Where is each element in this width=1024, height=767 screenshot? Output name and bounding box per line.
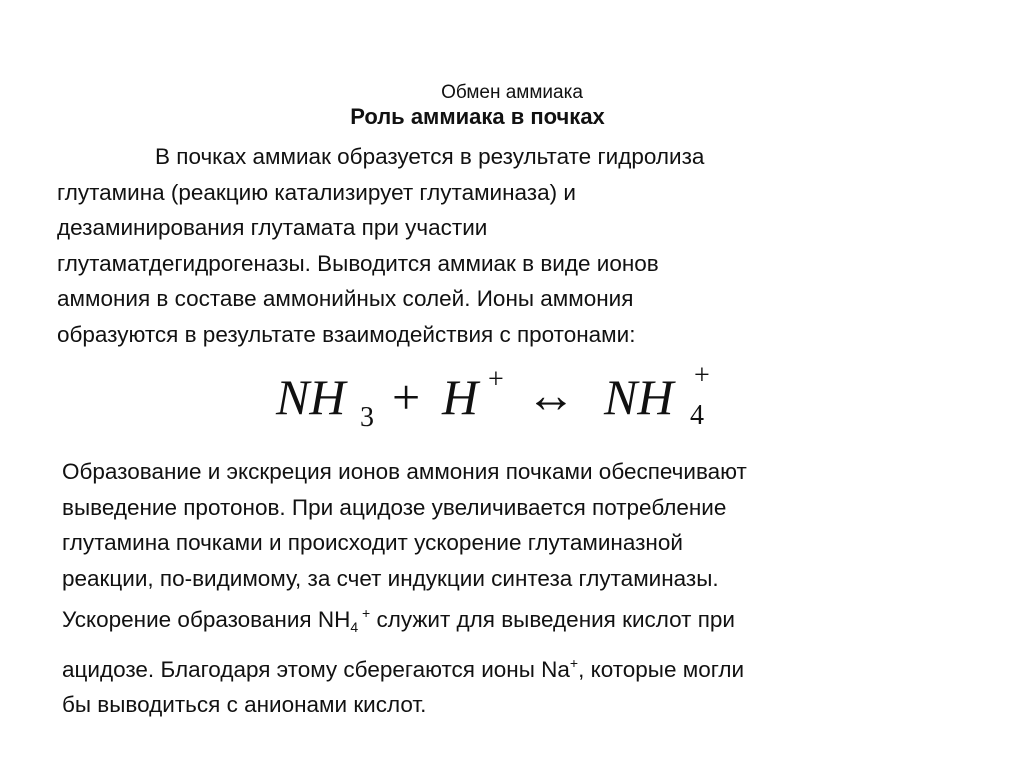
- slide-heading: Роль аммиака в почках: [350, 104, 605, 129]
- paragraph-ammonium-excretion: [62, 454, 982, 723]
- equation-product-superscript: +: [694, 360, 710, 391]
- equation-reactant-2-superscript: +: [488, 364, 504, 395]
- chemical-equation: [276, 362, 746, 442]
- inline-superscript: +: [569, 654, 579, 671]
- paragraph-line: глутамина (реакцию катализирует глутаминаза) и: [57, 179, 576, 205]
- line-text: Ускорение образования NH: [62, 607, 351, 632]
- equation-reactant-2: H: [442, 369, 479, 425]
- paragraph-line: аммония в составе аммонийных солей. Ионы аммония: [57, 286, 634, 311]
- equation-product: NH: [604, 369, 674, 425]
- paragraph-line: Образование и экскреция ионов аммония почками обеспечивают: [62, 459, 747, 484]
- equation-reactant-1-subscript: 3: [360, 402, 374, 433]
- line-text: служит для выведения кислот при: [370, 607, 736, 632]
- inline-subscript: 4: [350, 619, 359, 635]
- paragraph-line: [62, 596, 982, 646]
- paragraph-line: выведение протонов. При ацидозе увеличивается потребление: [62, 494, 727, 520]
- paragraph-line: образуются в результате взаимодействия с протонами:: [57, 321, 636, 347]
- paragraph-line: глутамина почками и происходит ускорение глутаминазной: [62, 530, 683, 555]
- paragraph-line: [62, 646, 982, 688]
- inline-superscript: +: [358, 605, 371, 621]
- line-text: ацидозе. Благодаря этому сберегаются ионы Na: [62, 656, 570, 682]
- line-text: , которые могли: [578, 656, 745, 682]
- equation-reactant-1: NH: [276, 369, 346, 425]
- section-title: Обмен аммиака: [441, 82, 583, 103]
- equation-plus: +: [392, 369, 421, 425]
- equation-product-subscript: 4: [690, 400, 704, 431]
- paragraph-kidney-ammonia: [57, 139, 977, 352]
- paragraph-line: реакции, по-видимому, за счет индукции синтеза глутаминазы.: [62, 565, 719, 591]
- paragraph-line: бы выводиться с анионами кислот.: [62, 692, 427, 717]
- equation-arrow: ↔: [526, 367, 576, 423]
- paragraph-line: глутаматдегидрогеназы. Выводится аммиак в виде ионов: [57, 250, 659, 276]
- paragraph-line: дезаминирования глутамата при участии: [57, 215, 488, 240]
- paragraph-line: В почках аммиак образуется в результате гидролиза: [155, 144, 705, 169]
